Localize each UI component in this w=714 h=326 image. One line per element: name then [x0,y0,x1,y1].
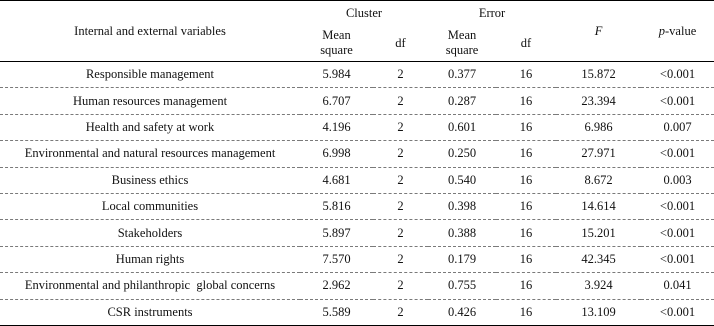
cluster-df-cell: 2 [373,88,428,114]
table-header [0,1,714,62]
variable-cell: Stakeholders [0,220,300,246]
header-p-suffix: -value [665,23,697,38]
square-label: square [445,43,479,57]
table-row [0,220,714,246]
cluster-mean-square-cell: 6.707 [300,88,373,114]
table-body [0,62,714,326]
error-df-cell: 16 [496,88,556,114]
cluster-mean-square-cell: 5.984 [300,62,373,88]
p-value-cell: <0.001 [641,88,714,114]
error-mean-square-cell: 0.398 [428,193,496,219]
cluster-mean-square-cell: 2.962 [300,273,373,299]
error-df-cell: 16 [496,141,556,167]
cluster-df-cell: 2 [373,220,428,246]
cluster-mean-square-cell: 5.816 [300,193,373,219]
table-row [0,114,714,140]
table-row [0,273,714,299]
error-df-cell: 16 [496,220,556,246]
error-mean-square-cell: 0.388 [428,220,496,246]
header-f [556,1,641,62]
error-mean-square-cell: 0.179 [428,246,496,272]
error-df-cell: 16 [496,167,556,193]
cluster-mean-square-cell: 7.570 [300,246,373,272]
p-value-cell: <0.001 [641,220,714,246]
header-cluster-mean-square [300,25,373,62]
error-df-cell: 16 [496,246,556,272]
header-f-label: F [594,23,603,38]
cluster-mean-square-cell: 4.196 [300,114,373,140]
cluster-df-cell: 2 [373,273,428,299]
cluster-df-cell: 2 [373,141,428,167]
table-row [0,299,714,325]
square-label: square [320,43,353,57]
p-value-cell: 0.003 [641,167,714,193]
cluster-df-cell: 2 [373,299,428,325]
f-cell: 13.109 [556,299,641,325]
table-row [0,193,714,219]
error-mean-square-cell: 0.377 [428,62,496,88]
f-cell: 15.201 [556,220,641,246]
error-mean-square-cell: 0.250 [428,141,496,167]
cluster-df-cell: 2 [373,246,428,272]
error-df-cell: 16 [496,193,556,219]
header-error-df: df [496,25,556,62]
variable-cell: Health and safety at work [0,114,300,140]
header-p-prefix: p [658,23,666,38]
p-value-cell: <0.001 [641,141,714,167]
cluster-df-cell: 2 [373,193,428,219]
cluster-mean-square-cell: 4.681 [300,167,373,193]
table-row [0,88,714,114]
error-mean-square-cell: 0.540 [428,167,496,193]
f-cell: 42.345 [556,246,641,272]
error-df-cell: 16 [496,62,556,88]
f-cell: 8.672 [556,167,641,193]
p-value-cell: <0.001 [641,246,714,272]
cluster-mean-square-cell: 5.897 [300,220,373,246]
error-df-cell: 16 [496,114,556,140]
error-mean-square-cell: 0.755 [428,273,496,299]
cluster-mean-square-cell: 5.589 [300,299,373,325]
p-value-cell: 0.007 [641,114,714,140]
table-row [0,141,714,167]
variable-cell: Human resources management [0,88,300,114]
f-cell: 27.971 [556,141,641,167]
f-cell: 15.872 [556,62,641,88]
p-value-cell: 0.041 [641,273,714,299]
variable-cell: Environmental and natural resources management [0,141,300,167]
f-cell: 6.986 [556,114,641,140]
table-row [0,167,714,193]
header-cluster-df: df [373,25,428,62]
cluster-mean-square-cell: 6.998 [300,141,373,167]
header-variables: Internal and external variables [0,1,300,62]
error-mean-square-cell: 0.601 [428,114,496,140]
p-value-cell: <0.001 [641,299,714,325]
variable-cell: Responsible management [0,62,300,88]
cluster-df-cell: 2 [373,114,428,140]
variable-cell: Environmental and philanthropic global concerns [0,273,300,299]
variable-cell: CSR instruments [0,299,300,325]
cluster-df-cell: 2 [373,167,428,193]
f-cell: 23.394 [556,88,641,114]
table-row [0,246,714,272]
variable-cell: Human rights [0,246,300,272]
header-p-value [641,1,714,62]
header-cluster: Cluster [300,1,428,26]
table-row [0,62,714,88]
header-error: Error [428,1,556,26]
p-value-cell: <0.001 [641,193,714,219]
variable-cell: Local communities [0,193,300,219]
error-df-cell: 16 [496,299,556,325]
p-value-cell: <0.001 [641,62,714,88]
f-cell: 3.924 [556,273,641,299]
mean-label: Mean [322,28,351,42]
f-cell: 14.614 [556,193,641,219]
error-mean-square-cell: 0.426 [428,299,496,325]
header-error-mean-square [428,25,496,62]
error-mean-square-cell: 0.287 [428,88,496,114]
cluster-df-cell: 2 [373,62,428,88]
variable-cell: Business ethics [0,167,300,193]
mean-label: Mean [447,28,477,42]
error-df-cell: 16 [496,273,556,299]
